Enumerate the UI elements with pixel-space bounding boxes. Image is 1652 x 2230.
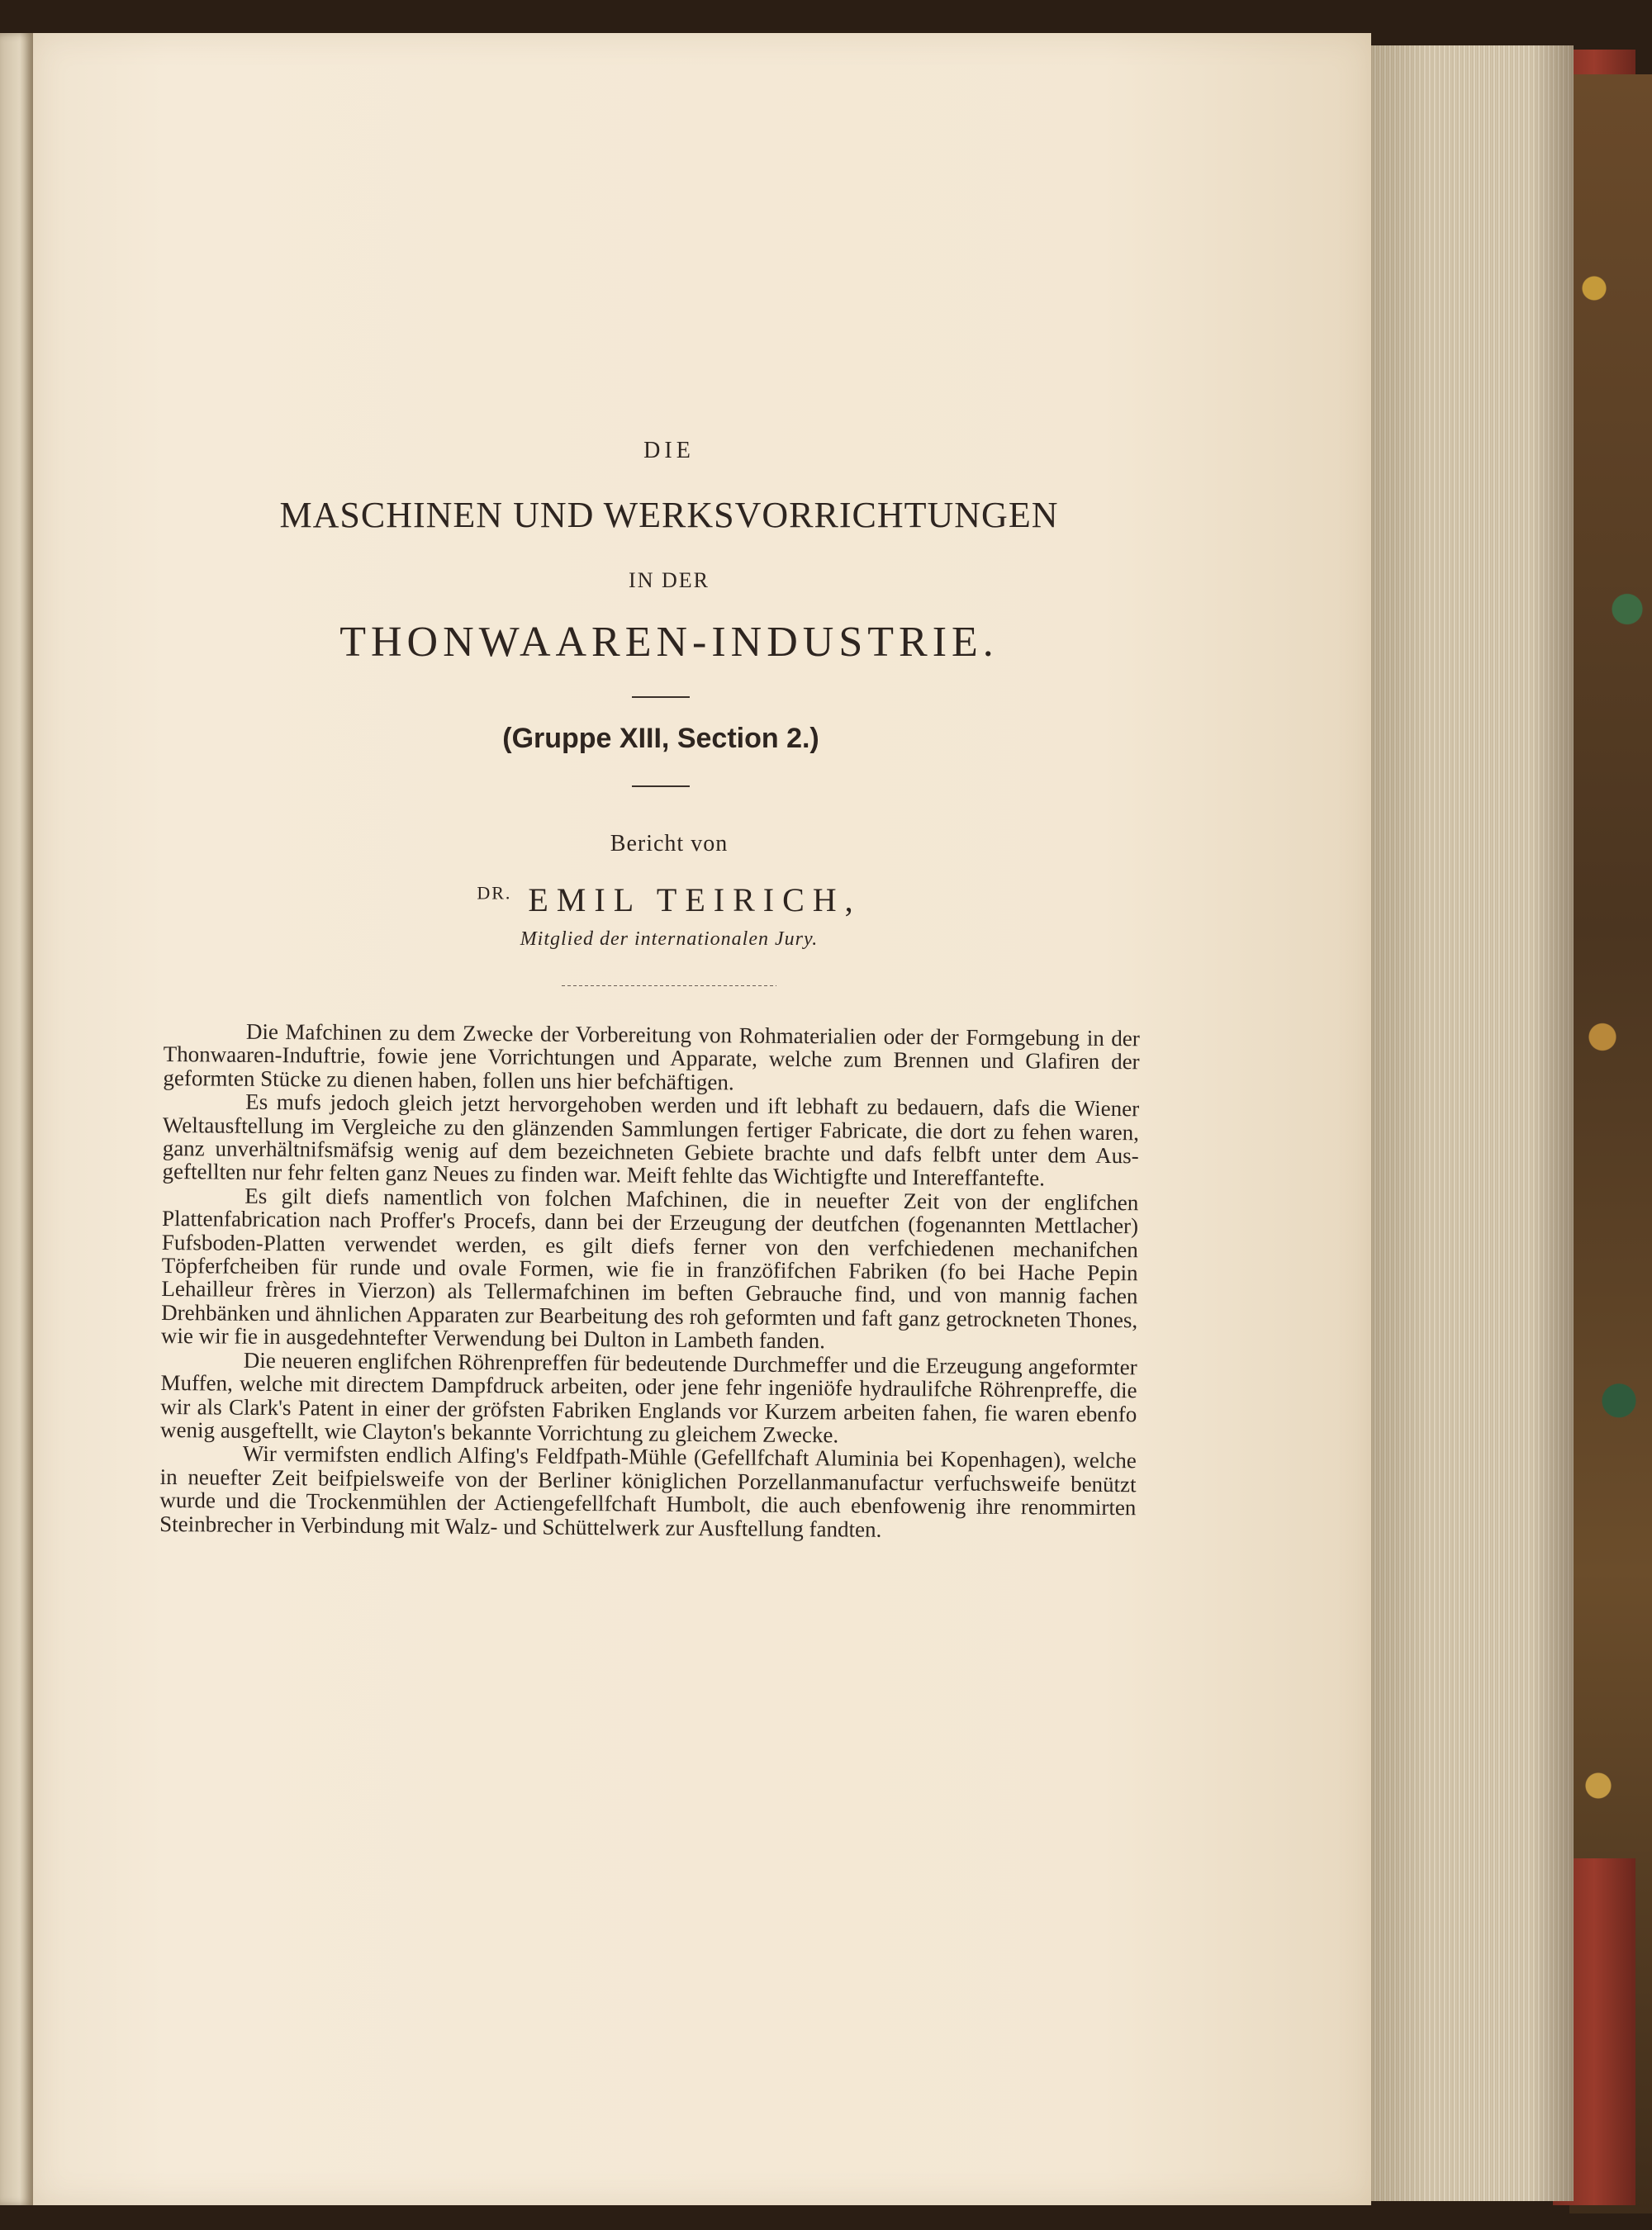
page-edges-shadow [1367,45,1574,2201]
heading-gruppe: (Gruppe XIII, Section 2.) [502,723,819,754]
paragraph: Es gilt diefs namentlich von folchen Mafchinen, die in neuefter Zeit von der englifchen Plattenfabrication nach Proffer's Procefs, dann bei der Erzeugung der deutfchen (fogenannten Mettlacher) Fufsboden-Platten verwendet werden, es gilt diefs ferner von den verfchiedenen mechanifchen Töpferfcheiben für runde und ovale Formen, wie fie in franzöfifchen Fabriken (fo bei Hache Pepin Lehailleur frères in Vierzon) als Tellermafchinen im beften Gebrauche find, und von mannig fachen Drehbänken und ähnlichen Apparaten zur Bearbeitung des roh geformten und faft ganz getrockneten Thones, wie wir fie in ausgedehntefter Verwendung bei Dulton in Lambeth fanden. [160,1183,1139,1354]
heading-main: MASCHINEN UND WERKSVORRICHTUNGEN [279,495,1059,535]
author-line [314,880,1024,919]
paragraph: Wir vermifsten endlich Alfing's Feldfpath-Mühle (Gefellfchaft Aluminia bei Kopenhagen), welche in neuefter Zeit beifpielsweife von der Berliner königlichen Porzellanmanufactur verfuchsweife benützt wurde und die Trockenmühlen der Actiengefellfchaft Humbolt, die auch ebenfowenig ihre renommirten Steinbrecher in Verbindung mit Walz- und Schüttelwerk zur Ausftellung fandten. [159,1441,1137,1542]
divider-rule [632,696,690,698]
bericht-von: Bericht von [610,831,729,856]
author-name: EMIL TEIRICH, [528,881,862,918]
heading-in-der: IN DER [629,568,710,592]
paragraph: Die neueren englifchen Röhrenpreffen für bedeutende Durchmeffer und die Erzeugung angeformter Muffen, welche mit directem Dampfdruck arbeiten, oder jene fehr ingeniöfe hydraulifche Röhrenpreffe, die wir als Clark's Patent in einer der gröfsten Fabriken Englands vor Kurzem arbeiten fahen, fie waren ebenfo wenig ausgeftellt, wie Clayton's bekannte Vorrichtung zu gleichem Zwecke. [159,1347,1137,1448]
heading-die: DIE [643,438,695,463]
left-page-edge [0,33,33,2205]
author-title: DR. [477,882,512,904]
dotted-divider [562,985,776,986]
divider-rule [632,785,690,787]
author-affiliation: Mitglied der internationalen Jury. [520,928,819,950]
body-text [159,1019,1140,1543]
paragraph: Die Mafchinen zu dem Zwecke der Vorbereitung von Rohmaterialien oder der Formgebung in der Thonwaaren-Induftrie, fowie jene Vorrichtungen und Apparate, welche zum Brennen und Glafiren der geformten Stücke zu dienen haben, follen uns hier befchäftigen. [163,1018,1140,1095]
paragraph: Es mufs jedoch gleich jetzt hervorgehoben werden und ift lebhaft zu bedauern, dafs die Wiener Weltausftellung im Vergleiche zu den glänzenden Sammlungen fertiger Fabricate, die dort zu fehen waren, ganz unverhältnifsmäfsig wenig auf dem bezeichneten Gebiete brachte und dafs felbft unter dem Aus-geftellten nur fehr felten ganz Neues zu finden war. Meift fehlte das Wichtigfte und Intereffantefte. [162,1089,1140,1191]
heading-industry: THONWAAREN-INDUSTRIE. [339,619,999,666]
